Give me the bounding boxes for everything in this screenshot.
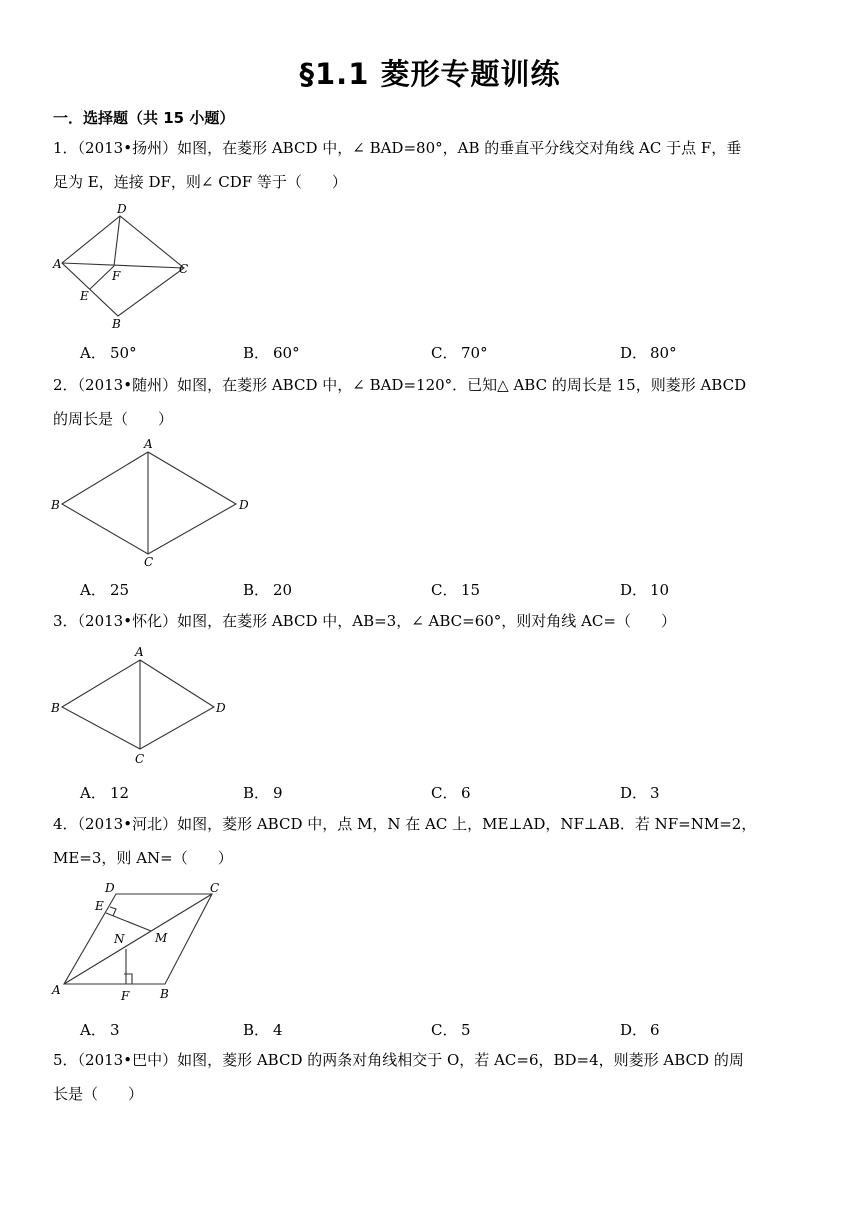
- label-a: A: [52, 983, 61, 997]
- question-4-stem: [53, 807, 803, 875]
- label-b: B: [112, 317, 121, 331]
- question-3-line-1: 3．（2013•怀化）如图，在菱形 ABCD 中，AB=3，∠ ABC=60°，则对角线 AC=（ ）: [53, 612, 676, 630]
- option-d[interactable]: D． 10: [620, 581, 670, 599]
- segment-ef: [90, 266, 114, 289]
- question-1-figure: [50, 200, 200, 332]
- option-b[interactable]: B． 60°: [243, 344, 300, 362]
- label-b: B: [160, 987, 169, 1001]
- option-d[interactable]: D． 3: [620, 784, 660, 802]
- question-5-line-2: 长是（ ）: [53, 1085, 144, 1103]
- label-a: A: [135, 645, 144, 659]
- right-angle-f: [124, 974, 132, 984]
- page-title: §1.1 菱形专题训练: [299, 57, 561, 91]
- label-d: D: [216, 701, 226, 715]
- rhombus-abcd: [62, 660, 214, 749]
- option-d[interactable]: D． 80°: [620, 344, 677, 362]
- question-1-line-1: 1．（2013•扬州）如图，在菱形 ABCD 中，∠ BAD=80°，AB 的垂直平分线交对角线 AC 于点 F，垂: [53, 139, 742, 157]
- label-d: D: [105, 881, 115, 895]
- option-a[interactable]: A． 50°: [80, 344, 137, 362]
- question-1-line-2: 足为 E，连接 DF，则∠ CDF 等于（ ）: [53, 173, 347, 191]
- label-a: A: [53, 257, 62, 271]
- label-b: B: [51, 498, 60, 512]
- question-3-stem: [53, 604, 803, 638]
- segment-df: [114, 216, 120, 266]
- option-a[interactable]: A． 25: [80, 581, 130, 599]
- option-a[interactable]: A． 3: [80, 1021, 120, 1039]
- diagonal-ac: [62, 263, 184, 268]
- section-heading: 一．选择题（共 15 小题）: [53, 109, 235, 127]
- label-e: E: [95, 899, 104, 913]
- label-e: E: [80, 289, 89, 303]
- diagonal-ac: [64, 894, 212, 984]
- question-2-line-1: 2．（2013•随州）如图，在菱形 ABCD 中，∠ BAD=120°．已知△ ABC 的周长是 15，则菱形 ABCD: [53, 376, 747, 394]
- question-5-line-1: 5．（2013•巴中）如图，菱形 ABCD 的两条对角线相交于 O，若 AC=6，BD=4，则菱形 ABCD 的周: [53, 1051, 744, 1069]
- label-m: M: [155, 931, 168, 945]
- label-d: D: [117, 202, 127, 216]
- label-b: B: [51, 701, 60, 715]
- label-c: C: [210, 881, 220, 895]
- label-d: D: [239, 498, 249, 512]
- option-c[interactable]: C． 15: [431, 581, 481, 599]
- label-f: F: [121, 989, 130, 1003]
- question-4-line-1: 4．（2013•河北）如图，菱形 ABCD 中，点 M，N 在 AC 上，ME⊥AD，NF⊥AB．若 NF=NM=2，: [53, 815, 757, 833]
- option-a[interactable]: A． 12: [80, 784, 130, 802]
- label-a: A: [144, 437, 153, 451]
- question-5-stem: [53, 1043, 803, 1111]
- option-d[interactable]: D． 6: [620, 1021, 660, 1039]
- question-2-stem: [53, 368, 803, 436]
- question-4-figure: [48, 876, 238, 1008]
- question-3-figure: [48, 640, 238, 770]
- option-b[interactable]: B． 4: [243, 1021, 283, 1039]
- label-c: C: [179, 262, 189, 276]
- question-4-line-2: ME=3，则 AN=（ ）: [53, 849, 233, 867]
- question-2-figure: [48, 436, 263, 572]
- option-c[interactable]: C． 5: [431, 1021, 471, 1039]
- question-2-line-2: 的周长是（ ）: [53, 410, 174, 428]
- label-n: N: [114, 932, 125, 946]
- label-c: C: [144, 555, 154, 569]
- rhombus-abcd: [62, 452, 236, 554]
- question-1-stem: [53, 131, 803, 199]
- option-b[interactable]: B． 20: [243, 581, 293, 599]
- option-b[interactable]: B． 9: [243, 784, 283, 802]
- option-c[interactable]: C． 6: [431, 784, 471, 802]
- label-c: C: [135, 752, 145, 766]
- label-f: F: [112, 269, 121, 283]
- option-c[interactable]: C． 70°: [431, 344, 488, 362]
